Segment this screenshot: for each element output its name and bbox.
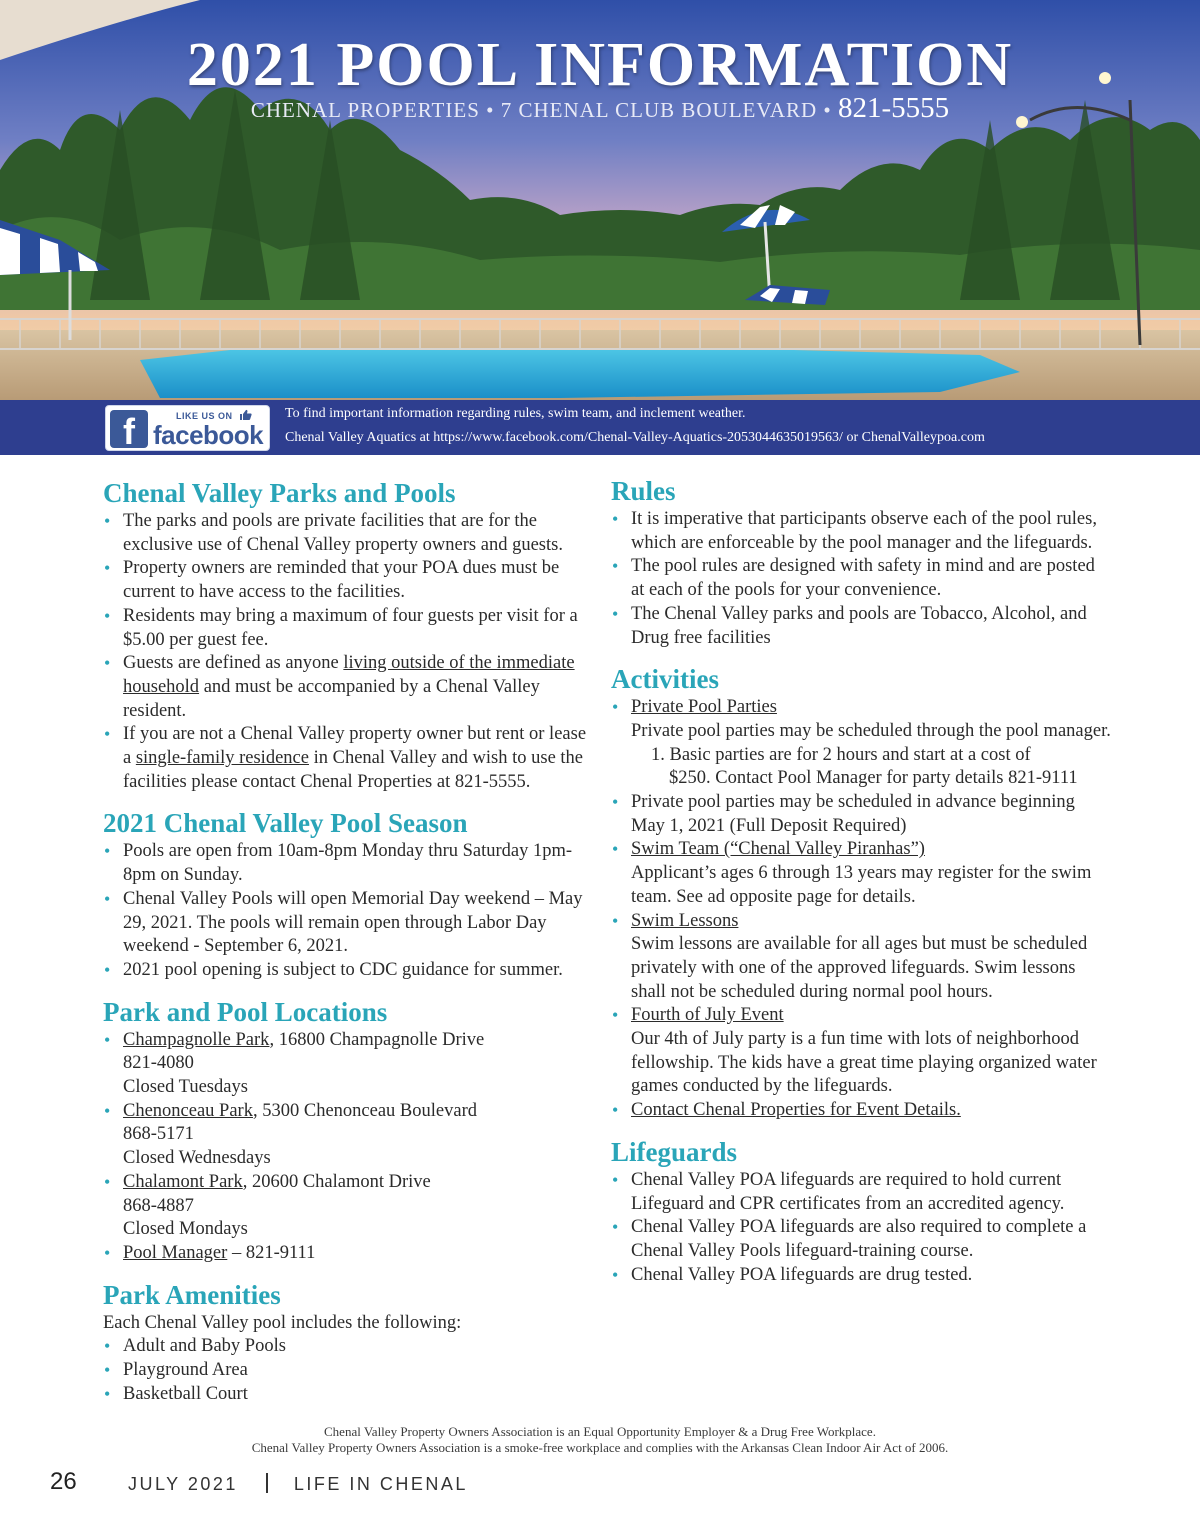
- section-heading-parks-pools: Chenal Valley Parks and Pools: [103, 478, 456, 508]
- park-address: , 16800 Champagnolle Drive: [269, 1029, 485, 1050]
- text: Guests are defined as anyone: [123, 653, 344, 674]
- issue-date: JULY 2021: [128, 1474, 238, 1494]
- pool-season-list: [103, 840, 593, 982]
- park-closed-day: Closed Mondays: [123, 1219, 248, 1240]
- rules-list: [611, 508, 1111, 650]
- pool-manager-phone: – 821-9111: [227, 1242, 316, 1263]
- activity-title: Swim Lessons: [631, 910, 739, 931]
- location-item: [103, 1242, 593, 1266]
- amenities-intro: Each Chenal Valley pool includes the following:: [103, 1312, 462, 1333]
- list-item: [611, 910, 1111, 1005]
- left-column: [103, 478, 593, 1407]
- list-item: • The pool rules are designed with safety in mind and are posted at each of the pools for your convenience.: [611, 555, 1111, 602]
- facebook-info: [285, 402, 985, 450]
- list-item: • Chenal Valley POA lifeguards are required to hold current Lifeguard and CPR certificates from an accredited agency.: [611, 1169, 1111, 1216]
- activities-list-continued: [611, 791, 1111, 1123]
- locations-list: [103, 1029, 593, 1266]
- park-closed-day: Closed Wednesdays: [123, 1148, 271, 1169]
- park-address: , 5300 Chenonceau Boulevard: [252, 1100, 477, 1121]
- amenities-list: [103, 1335, 593, 1406]
- section-heading-locations: Park and Pool Locations: [103, 996, 388, 1027]
- park-name: Chalamont Park: [123, 1171, 243, 1192]
- activity-title: Swim Team (“Chenal Valley Piranhas”): [631, 839, 925, 860]
- park-phone: 821-4080: [123, 1053, 194, 1074]
- header-phone: 821-5555: [838, 92, 950, 124]
- magazine-name: LIFE IN CHENAL: [293, 1474, 468, 1494]
- activity-description: Applicant’s ages 6 through 13 years may register for the swim team. See ad opposite page for details.: [631, 863, 1092, 907]
- list-item: • The Chenal Valley parks and pools are Tobacco, Alcohol, and Drug free facilities: [611, 603, 1111, 650]
- address-line: CHENAL PROPERTIES • 7 CHENAL CLUB BOULEVARD •: [250, 98, 832, 122]
- location-item: [103, 1100, 593, 1171]
- footer-note-line2: Chenal Valley Property Owners Association is a smoke-free workplace and complies with the Arkansas Clean Indoor Air Act of 2006.: [251, 1440, 949, 1455]
- parks-pools-list: [103, 510, 593, 794]
- list-item: [611, 1099, 1111, 1123]
- right-column: [611, 476, 1111, 1287]
- list-item: [611, 696, 1111, 743]
- section-heading-pool-season: 2021 Chenal Valley Pool Season: [103, 808, 468, 839]
- park-name: Champagnolle Park: [123, 1029, 270, 1050]
- activity-description: Private pool parties may be scheduled through the pool manager.: [631, 720, 1111, 741]
- section-heading-lifeguards: Lifeguards: [611, 1136, 738, 1167]
- underlined-text: single-family residence: [135, 748, 309, 769]
- list-item: • Pools are open from 10am-8pm Monday thru Saturday 1pm-8pm on Sunday.: [103, 840, 593, 887]
- list-item: • Adult and Baby Pools: [103, 1335, 593, 1359]
- underlined-text: living outside of the immediate household: [123, 653, 575, 697]
- list-item: • 2021 pool opening is subject to CDC guidance for summer.: [103, 959, 593, 983]
- party-detail-line1: 1. Basic parties are for 2 hours and start at a cost of: [651, 744, 1031, 765]
- location-item: [103, 1029, 593, 1100]
- activity-description: Swim lessons are available for all ages but must be scheduled privately with one of the approved lifeguards. Swim lessons shall not be scheduled during normal pool hours.: [631, 934, 1088, 1002]
- text: in Chenal Valley and wish to use the facilities please contact Chenal Properties at 821-5555.: [123, 748, 583, 792]
- page-number: 26: [50, 1468, 77, 1495]
- park-phone: 868-4887: [123, 1195, 194, 1216]
- footer-note-line1: Chenal Valley Property Owners Association is an Equal Opportunity Employer & a Drug Free Workplace.: [324, 1424, 876, 1439]
- list-item: [611, 838, 1111, 909]
- location-item: [103, 1171, 593, 1242]
- list-item: • Chenal Valley POA lifeguards are drug tested.: [611, 1264, 1111, 1288]
- text: and must be accompanied by a Chenal Valley resident.: [123, 676, 540, 721]
- list-item: [103, 652, 593, 723]
- facebook-wordmark: facebook: [153, 420, 264, 450]
- list-item: [103, 723, 593, 794]
- magazine-footer: [128, 1473, 468, 1495]
- event-contact: Contact Chenal Properties for Event Details.: [631, 1100, 961, 1121]
- activities-list: [611, 696, 1111, 743]
- activity-title: Private Pool Parties: [631, 697, 777, 718]
- like-us-label: LIKE US ON: [176, 411, 233, 421]
- activity-description: Our 4th of July party is a fun time with lots of neighborhood fellowship. The kids have a great time playing organized water games conducted by the lifeguards.: [631, 1029, 1097, 1097]
- section-heading-amenities: Park Amenities: [103, 1279, 281, 1310]
- footer-divider: [266, 1473, 268, 1493]
- lifeguards-list: [611, 1169, 1111, 1288]
- park-address: , 20600 Chalamont Drive: [242, 1171, 431, 1192]
- park-name: Chenonceau Park: [123, 1100, 253, 1121]
- page-subtitle: [0, 92, 1200, 125]
- list-item: • The parks and pools are private facilities that are for the exclusive use of Chenal Valley property owners and guests.: [103, 510, 593, 557]
- pool-manager-label: Pool Manager: [123, 1242, 228, 1263]
- list-item: • Chenal Valley POA lifeguards are also required to complete a Chenal Valley Pools lifeguard-training course.: [611, 1216, 1111, 1263]
- section-heading-activities: Activities: [611, 664, 719, 695]
- footer-note: [0, 1424, 1200, 1456]
- party-detail-line2: $250. Contact Pool Manager for party details 821-9111: [669, 768, 1078, 789]
- list-item: • Private pool parties may be scheduled in advance beginning May 1, 2021 (Full Deposit Required): [611, 791, 1111, 838]
- list-item: • Basketball Court: [103, 1383, 593, 1407]
- facebook-banner: [0, 400, 1200, 455]
- hero-banner: [0, 0, 1200, 400]
- section-heading-rules: Rules: [611, 476, 676, 506]
- page-title: 2021 POOL INFORMATION: [186, 31, 1014, 99]
- list-item: • Property owners are reminded that your POA dues must be current to have access to the facilities.: [103, 557, 593, 604]
- park-phone: 868-5171: [123, 1124, 194, 1145]
- facebook-icon: f: [110, 410, 148, 448]
- park-closed-day: Closed Tuesdays: [123, 1077, 248, 1098]
- facebook-info-line2: Chenal Valley Aquatics at https://www.facebook.com/Chenal-Valley-Aquatics-2053044635019563/ or ChenalValleypoa.com: [285, 430, 985, 445]
- activity-title: Fourth of July Event: [631, 1005, 784, 1026]
- list-item: • It is imperative that participants observe each of the pool rules, which are enforceable by the pool manager and the lifeguards.: [611, 508, 1111, 555]
- facebook-like-badge[interactable]: [105, 405, 270, 451]
- facebook-info-line1: To find important information regarding rules, swim team, and inclement weather.: [285, 406, 746, 421]
- list-item: • Residents may bring a maximum of four guests per visit for a $5.00 per guest fee.: [103, 605, 593, 652]
- list-item: [611, 1004, 1111, 1099]
- list-item: • Playground Area: [103, 1359, 593, 1383]
- list-item: • Chenal Valley Pools will open Memorial Day weekend – May 29, 2021. The pools will remain open through Labor Day weekend - September 6, 2021.: [103, 888, 593, 959]
- text: If you are not a Chenal Valley property owner but rent or lease a: [123, 724, 587, 769]
